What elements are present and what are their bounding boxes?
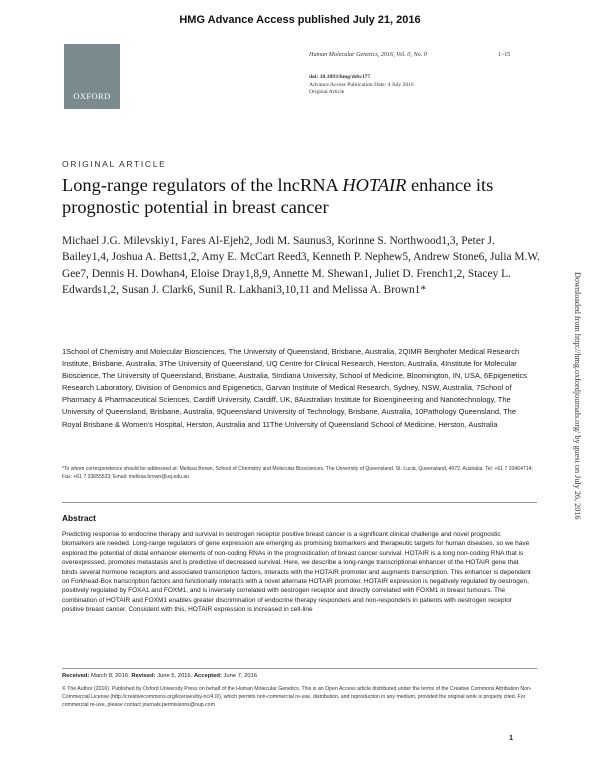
divider-top [62, 502, 537, 503]
page-range: 1–15 [498, 51, 511, 58]
advance-access-banner: HMG Advance Access published July 21, 2016 [179, 14, 421, 26]
revised-label: Revised: [131, 673, 156, 679]
title-part-2: enhance its prognostic potential in breast cancer [62, 175, 494, 217]
divider-bottom [62, 668, 537, 669]
section-label: ORIGINAL ARTICLE [62, 159, 167, 169]
abstract-heading: Abstract [62, 513, 96, 523]
doi[interactable]: doi: 10.1093/hmg/ddw177 [309, 74, 371, 80]
page-number: 1 [509, 733, 514, 742]
download-sidebar[interactable]: Downloaded from http://hmg.oxfordjournals.org/ by guest on July 26, 2016 [573, 272, 582, 520]
article-meta [309, 74, 414, 97]
article-title [62, 174, 532, 218]
revised-date: June 5, 2016. [157, 673, 193, 679]
title-gene: HOTAIR [342, 175, 407, 195]
title-part-1: Long-range regulators of the lncRNA [62, 175, 343, 195]
logo-text: OXFORD [73, 91, 111, 101]
journal-citation: Human Molecular Genetics, 2016, Vol. 0, No. 0 [309, 51, 427, 58]
license-statement: © The Author (2016). Published by Oxford University Press on behalf of the Human Molecular Genetics. This is an Open Access article distributed under the terms of the Creative Commons Attribution Non-Commercial License (http://creativecommons.org/licenses/by-nc/4.0/), which permits non-commercial re-use, distribution, and reproduction in any medium, provided the original work is properly cited. For commercial re-use, please contact journals.permissions@oup.com [62, 686, 532, 709]
author-list: Michael J.G. Milevskiy1, Fares Al-Ejeh2, Jodi M. Saunus3, Korinne S. Northwood1,3, Peter J. Bailey1,4, Joshua A. Betts1,2, Amy E. McCart Reed3, Kenneth P. Nephew5, Andrew Stone6, Julia M.W. Gee7, Dennis H. Dowhan4, Eloise Dray1,8,9, Annette M. Shewan1, Juliet D. French1,2, Stacey L. Edwards1,2, Susan J. Clark6, Sunil R. Lakhani3,10,11 and Melissa A. Brown1* [62, 235, 540, 297]
accepted-date: June 7, 2016 [223, 673, 258, 679]
received-date: March 8, 2016. [91, 673, 130, 679]
accepted-label: Accepted: [193, 673, 222, 679]
correspondence-note: *To whom correspondence should be addressed at: Melissa Brown, School of Chemistry and Molecular Biosciences, The University of Queensland, St. Lucia, Queensland, 4072, Australia. Tel: +61 7 33464714; Fax: +61 7 33655533; Email: melissa.brown@uq.edu.au [62, 466, 533, 480]
affiliations: 1School of Chemistry and Molecular Biosciences, The University of Queensland, Brisbane, Australia, 2QIMR Berghofer Medical Research Institute, Brisbane, Australia, 3The University of Queensland, UQ Centre for Clinical Research, Herston, Australia, 4Institute for Molecular Bioscience, The University of Queensland, Brisbane, Australia, 5Indiana University, School of Medicine, Bloomington, IN, USA, 6Epigenetics Research Laboratory, Division of Genomics and Epigenetics, Garvan Institute of Medical Research, Sydney, NSW, Australia, 7School of Pharmacy & Pharmaceutical Sciences, Cardiff University, Cardiff, UK, 8Australian Institute for Bioengineering and Nanotechnology, The University of Queensland, Brisbane, Australia, 9Queensland University of Technology, Brisbane, Australia, 10Pathology Queensland, The Royal Brisbane & Women's Hospital, Herston, Australia and 11The University of Queensland School of Medicine, Herston, Australia [62, 347, 527, 429]
received-label: Received: [62, 673, 90, 679]
article-dates [62, 673, 257, 679]
advance-date: Advance Access Publication Date: 4 July 2016 [309, 81, 414, 88]
article-type: Original Article [309, 89, 345, 96]
oxford-logo [64, 44, 120, 109]
abstract-text: Predicting response to endocrine therapy and survival in oestrogen receptor positive breast cancer is a significant clinical challenge and novel prognostic biomarkers are needed. Long-range regulators of gene expression are emerging as promising biomarkers and therapeutic targets for human diseases, so we have explored the potential of distal enhancer elements of non-coding RNAs in the prognostication of breast cancer survival. HOTAIR is a long non-coding RNA that is overexpressed, promotes metastasis and is predictive of decreased survival. Here, we describe a long-range transcriptional enhancer of the HOTAIR gene that binds several hormone receptors and associated transcription factors, interacts with the HOTAIR promoter and augments transcription. This enhancer is dependent on Forkhead-Box transcription factors and functionally interacts with a novel alternate HOTAIR promoter. HOTAIR expression is negatively regulated by oestrogen, positively regulated by FOXA1 and FOXM1, and is inversely correlated with oestrogen receptor and directly correlated with FOXM1 in breast tumours. The combination of HOTAIR and FOXM1 enables greater discrimination of endocrine therapy responders and non-responders in patients with oestrogen receptor positive breast cancer. Consistent with this, HOTAIR expression is increased in cell-line [62, 531, 531, 614]
